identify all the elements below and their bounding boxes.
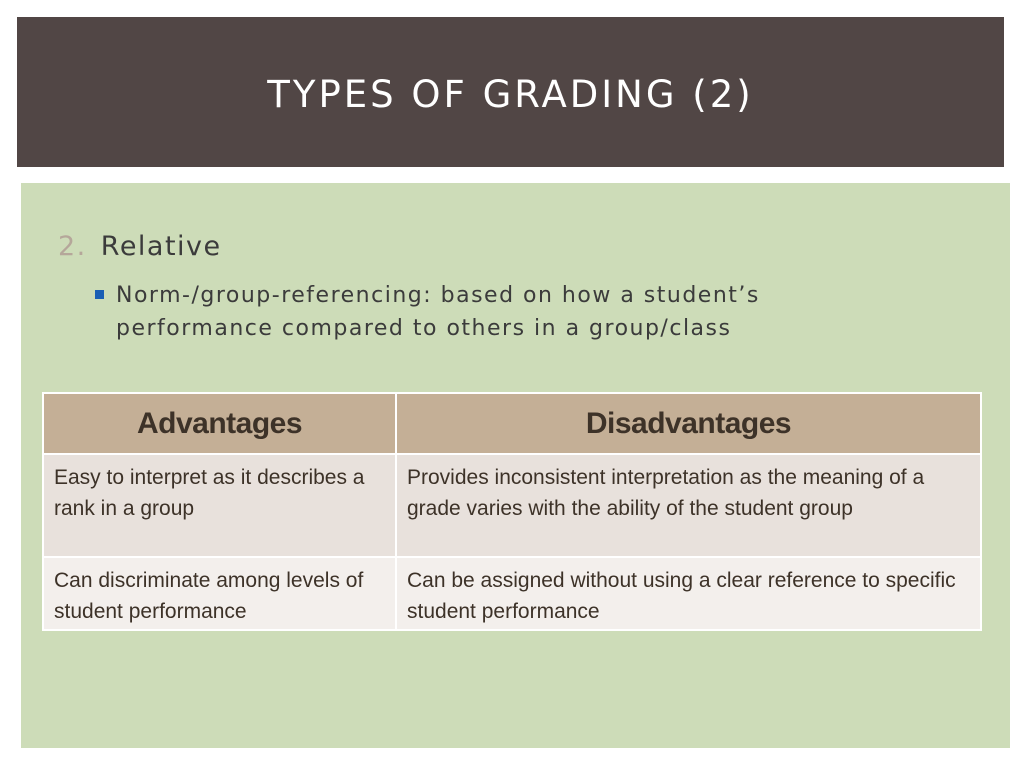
table-row: [43, 557, 981, 630]
square-bullet-icon: [95, 290, 104, 299]
bullet-text: Norm-/group-referencing: based on how a student’s performance compared to others in a group/class: [116, 283, 760, 341]
table-header-row: [43, 393, 981, 454]
list-number: 2.: [58, 231, 87, 262]
table-cell-disadvantage: Can be assigned without using a clear reference to specific student performance: [396, 557, 981, 630]
header-disadvantages: Disadvantages: [396, 393, 981, 454]
table-cell-advantage: Easy to interpret as it describes a rank in a group: [43, 454, 396, 557]
list-label: Relative: [100, 231, 222, 262]
table-row: [43, 454, 981, 557]
table-cell-disadvantage: Provides inconsistent interpretation as the meaning of a grade varies with the ability of the student group: [396, 454, 981, 557]
title-bar: [17, 17, 1004, 167]
bullet-item: [95, 279, 855, 345]
grading-table: [42, 392, 982, 631]
header-advantages: Advantages: [43, 393, 396, 454]
table-cell-advantage: Can discriminate among levels of student performance: [43, 557, 396, 630]
numbered-list-item: [58, 231, 222, 262]
slide-title: TYPES OF GRADING (2): [267, 72, 754, 116]
